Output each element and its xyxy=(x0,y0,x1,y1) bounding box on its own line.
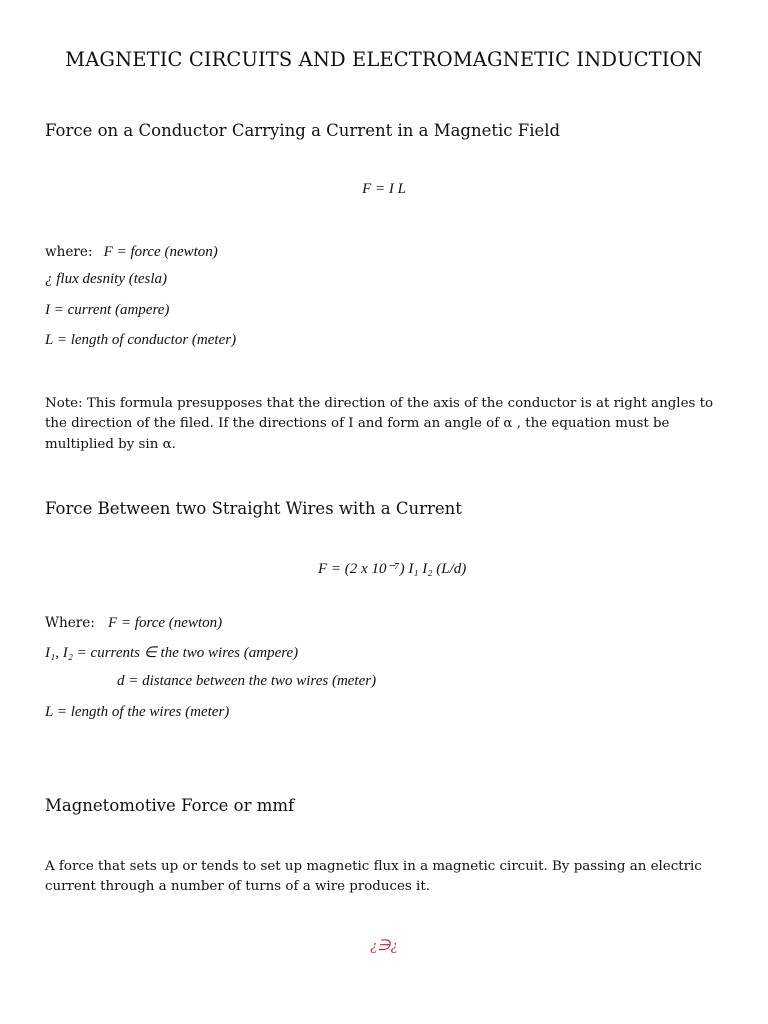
section-heading-force-on-conductor: Force on a Conductor Carrying a Current in a Magnetic Field xyxy=(45,121,561,140)
definition-text: ¿ flux desnity (tesla) xyxy=(45,271,168,287)
definition-force: F = force (newton) xyxy=(103,244,218,260)
definition-distance: d = distance between the two wires (meter) xyxy=(117,673,377,689)
definition-line xyxy=(45,612,222,632)
formula-force-wires xyxy=(318,559,466,578)
formula-force-conductor xyxy=(0,181,768,198)
section-heading-mmf: Magnetomotive Force or mmf xyxy=(45,796,295,815)
formula-mmf: ¿∋¿ xyxy=(369,938,399,954)
definition-line xyxy=(45,241,218,261)
definition-length: L = length of conductor (meter) xyxy=(45,332,237,348)
formula-text: F = (2 x 10⁻⁷) I₁ I₂ (L/d) xyxy=(318,561,467,577)
mmf-paragraph: A force that sets up or tends to set up magnetic flux in a magnetic circuit. By passing an electric current through a number of turns of a wire produces it. xyxy=(45,859,702,895)
definition-current: I = current (ampere) xyxy=(45,302,170,318)
where-label: Where: xyxy=(45,615,95,631)
definition-length-wires: L = length of the wires (meter) xyxy=(45,704,230,720)
section-heading-force-between-wires: Force Between two Straight Wires with a Current xyxy=(45,499,462,518)
page-title: MAGNETIC CIRCUITS AND ELECTROMAGNETIC INDUCTION xyxy=(65,48,703,71)
where-label: where: xyxy=(45,244,93,260)
formula-text: F = I L xyxy=(362,181,406,197)
note-paragraph: Note: This formula presupposes that the direction of the axis of the conductor is at right angles to the direction of the filed. If the directions of I and form an angle of α , the equation must be multiplied by sin α. xyxy=(45,396,714,452)
definition-flux-density xyxy=(45,271,167,288)
definition-currents: I₁, I₂ = currents ∈ the two wires (ampere) xyxy=(45,645,299,661)
definition-force: F = force (newton) xyxy=(108,615,223,631)
